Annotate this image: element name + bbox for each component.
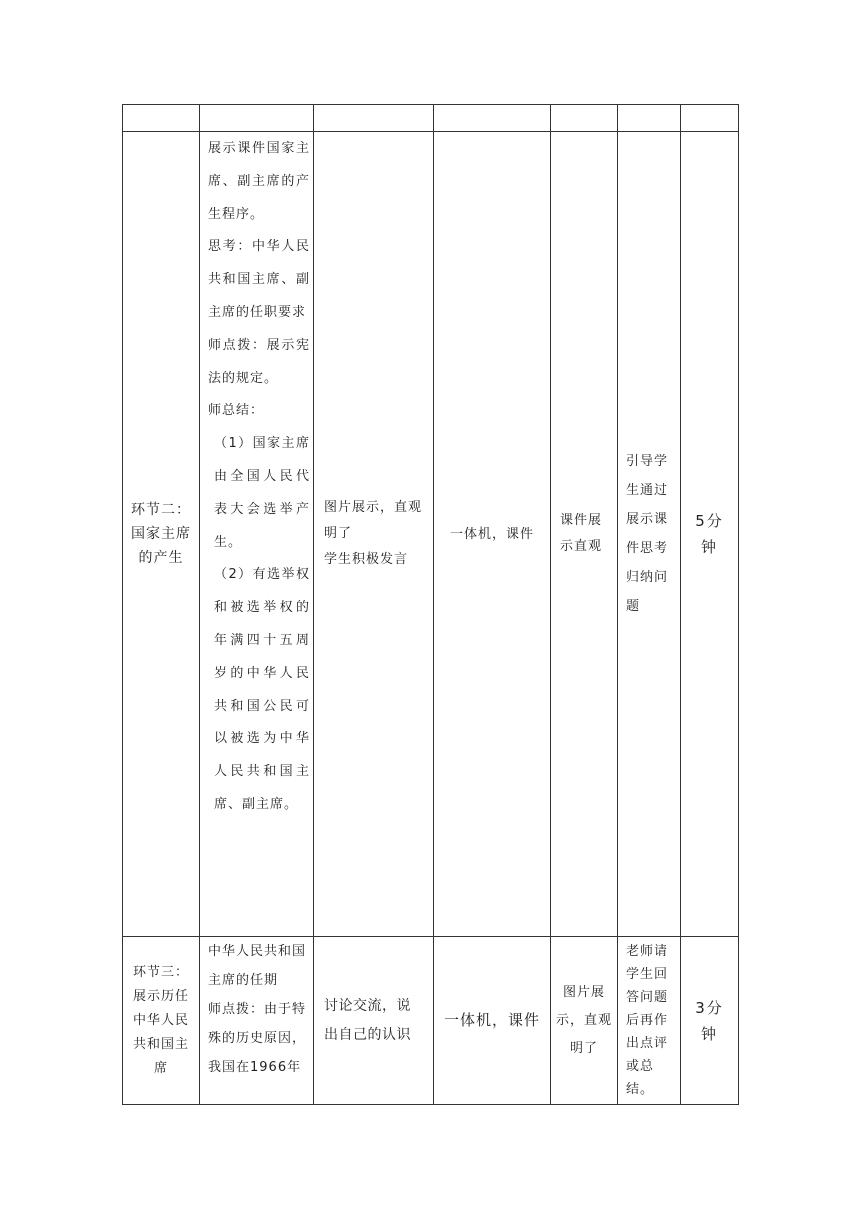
media-cell [434, 937, 551, 1105]
method-cell [551, 132, 618, 937]
stage-label: 环节三：展示历任中华人民共和国主席 [132, 964, 189, 1076]
media-text: 一体机，课件 [443, 1011, 540, 1029]
media-text: 一体机，课件 [449, 526, 534, 542]
header-cell [551, 105, 618, 132]
header-cell [681, 105, 739, 132]
activity-paragraph: （2）有选举权和被选举权的年满四十五周岁的中华人民共和国公民可以被选为中华人民共和国主席、副主席。 [214, 567, 310, 812]
header-cell [618, 105, 681, 132]
activity-paragraph: 师点拨：展示宪法的规定。 [208, 337, 310, 386]
student-activity-text [314, 495, 433, 573]
time-cell [681, 132, 739, 937]
lesson-plan-table [122, 104, 739, 1105]
time-cell [681, 937, 739, 1105]
activity-paragraph: 中华人民共和国主席的任期 [208, 944, 307, 988]
teacher-activity-text [200, 132, 313, 822]
activity-paragraph: 思考：中华人民共和国主席、副主席的任职要求 [208, 239, 310, 320]
stage-cell [123, 132, 200, 937]
teacher-activity-text [200, 937, 313, 1082]
intent-cell [618, 937, 681, 1105]
method-text: 图片展示，直观明了 [555, 984, 612, 1056]
intent-text: 引导学生通过展示课件思考归纳问题 [626, 454, 669, 614]
teacher-activity-cell [200, 937, 314, 1105]
method-cell [551, 937, 618, 1105]
activity-paragraph: （1）国家主席由全国人民代表大会选举产生。 [214, 436, 310, 550]
header-cell [123, 105, 200, 132]
student-activity-text: 讨论交流，说出自己的认识 [324, 997, 411, 1043]
student-activity-cell [314, 937, 434, 1105]
activity-paragraph: 展示课件国家主席、副主席的产生程序。 [208, 141, 310, 222]
activity-paragraph: 师总结： [208, 403, 265, 419]
header-cell [434, 105, 551, 132]
media-cell [434, 132, 551, 937]
stage-label: 环节二：国家主席的产生 [131, 502, 191, 566]
header-row [123, 105, 739, 132]
intent-cell [618, 132, 681, 937]
table-row [123, 937, 739, 1105]
stage-cell [123, 937, 200, 1105]
time-text: 5分钟 [695, 512, 724, 556]
student-activity-line: 图片展示，直观明了 [324, 500, 423, 541]
intent-text: 老师请学生回答问题后再作出点评或总结。 [626, 944, 669, 1097]
method-text: 课件展示直观 [560, 513, 603, 554]
table-row [123, 132, 739, 937]
header-cell [200, 105, 314, 132]
header-cell [314, 105, 434, 132]
activity-paragraph: 师点拨：由于特殊的历史原因，我国在1966年 [208, 1002, 307, 1075]
time-text: 3分钟 [695, 998, 724, 1043]
student-activity-line: 学生积极发言 [324, 552, 409, 567]
teacher-activity-cell [200, 132, 314, 937]
student-activity-cell [314, 132, 434, 937]
